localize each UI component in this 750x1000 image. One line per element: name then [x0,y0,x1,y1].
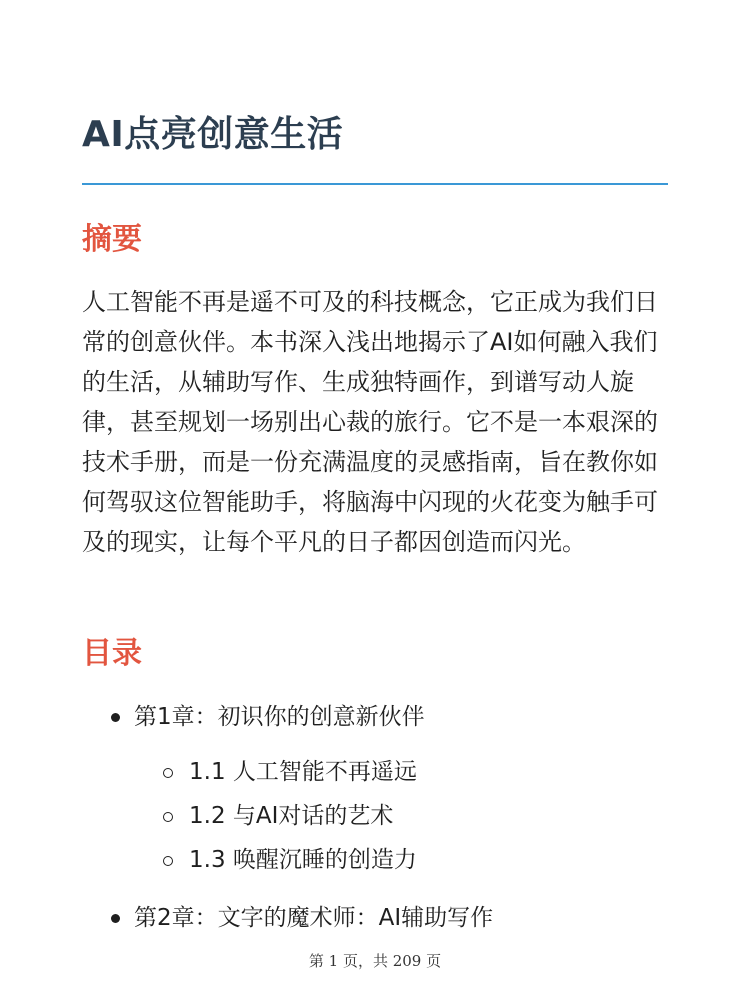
page-number-footer: 第 1 页，共 209 页 [308,952,442,970]
toc-section-label: 1.2 与AI对话的艺术 [189,803,394,829]
bullet-disc-icon [111,914,120,923]
toc-section-label: 1.3 唤醒沉睡的创造力 [189,847,417,873]
toc-section-label: 1.1 人工智能不再遥远 [189,759,417,785]
abstract-paragraph: 人工智能不再是遥不可及的科技概念，它正成为我们日常的创意伙伴。本书深入浅出地揭示了AI如何融入我们的生活，从辅助写作、生成独特画作，到谱写动人旋律，甚至规划一场别出心裁的旅行。它不是一本艰深的技术手册，而是一份充满温度的灵感指南，旨在教你如何驾驭这位智能助手，将脑海中闪现的火花变为触手可及的现实，让每个平凡的日子都因创造而闪光。 [82,288,658,556]
bullet-circle-icon [163,768,173,778]
toc-chapter-label: 第2章：文字的魔术师：AI辅助写作 [134,905,494,931]
abstract-heading: 摘要 [82,222,142,257]
document-title: AI点亮创意生活 [82,114,344,155]
bullet-circle-icon [163,856,173,866]
toc-chapter-label: 第1章：初识你的创意新伙伴 [134,704,425,730]
bullet-disc-icon [111,713,120,722]
toc-heading: 目录 [82,636,142,671]
bullet-circle-icon [163,812,173,822]
